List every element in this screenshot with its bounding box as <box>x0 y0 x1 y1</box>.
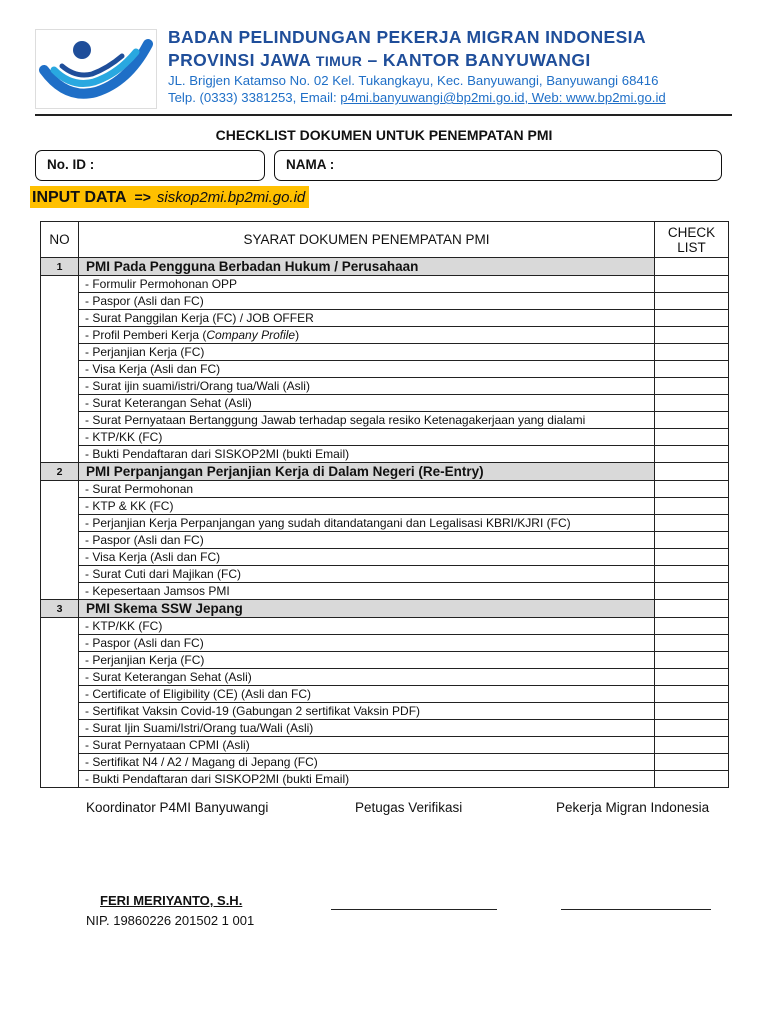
document-requirement: - Visa Kerja (Asli dan FC) <box>79 549 655 566</box>
row-number-cell <box>41 703 79 720</box>
checkbox-cell[interactable] <box>655 686 729 703</box>
row-number-cell <box>41 549 79 566</box>
logo <box>35 29 157 109</box>
document-requirement: - Visa Kerja (Asli dan FC) <box>79 361 655 378</box>
contact-phone: Telp. (0333) 3381253, Email: <box>168 90 341 105</box>
row-number-cell <box>41 566 79 583</box>
row-number-cell <box>41 481 79 498</box>
section-title: PMI Perpanjangan Perjanjian Kerja di Dalam Negeri (Re-Entry) <box>79 463 655 481</box>
checkbox-cell[interactable] <box>655 378 729 395</box>
section-number: 3 <box>41 600 79 618</box>
document-requirement: - Surat Keterangan Sehat (Asli) <box>79 395 655 412</box>
org-province-c: – KANTOR BANYUWANGI <box>362 50 591 70</box>
table-row <box>41 669 729 686</box>
header-no: NO <box>41 222 79 258</box>
table-row <box>41 429 729 446</box>
table-row <box>41 703 729 720</box>
id-field[interactable] <box>35 150 265 181</box>
section-row <box>41 463 729 481</box>
document-requirement: - Certificate of Eligibility (CE) (Asli dan FC) <box>79 686 655 703</box>
document-requirement: - Surat Ijin Suami/Istri/Orang tua/Wali (Asli) <box>79 720 655 737</box>
checkbox-cell[interactable] <box>655 583 729 600</box>
section-title: PMI Skema SSW Jepang <box>79 600 655 618</box>
row-number-cell <box>41 720 79 737</box>
document-requirement: - Surat Cuti dari Majikan (FC) <box>79 566 655 583</box>
section-number: 1 <box>41 258 79 276</box>
checkbox-cell[interactable] <box>655 515 729 532</box>
checkbox-cell[interactable] <box>655 652 729 669</box>
table-row <box>41 566 729 583</box>
checkbox-cell[interactable] <box>655 429 729 446</box>
row-number-cell <box>41 361 79 378</box>
table-row <box>41 498 729 515</box>
document-requirement: - Surat Pernyataan CPMI (Asli) <box>79 737 655 754</box>
checkbox-cell[interactable] <box>655 498 729 515</box>
table-row <box>41 293 729 310</box>
input-data-arrow: => <box>134 189 151 205</box>
document-requirement: - KTP/KK (FC) <box>79 618 655 635</box>
table-row <box>41 635 729 652</box>
section-title: PMI Pada Pengguna Berbadan Hukum / Perusahaan <box>79 258 655 276</box>
row-number-cell <box>41 618 79 635</box>
signature-role-coordinator: Koordinator P4MI Banyuwangi <box>86 800 269 815</box>
input-data-url[interactable]: siskop2mi.bp2mi.go.id <box>156 189 306 206</box>
signature-nip-coordinator: NIP. 19860226 201502 1 001 <box>86 913 255 928</box>
table-row <box>41 446 729 463</box>
table-row <box>41 412 729 429</box>
header-check: CHECK LIST <box>655 222 729 258</box>
checkbox-cell[interactable] <box>655 771 729 788</box>
document-requirement: - Sertifikat Vaksin Covid-19 (Gabungan 2 sertifikat Vaksin PDF) <box>79 703 655 720</box>
checkbox-cell[interactable] <box>655 669 729 686</box>
checkbox-cell[interactable] <box>655 344 729 361</box>
row-number-cell <box>41 395 79 412</box>
table-row <box>41 771 729 788</box>
document-requirement: - Formulir Permohonan OPP <box>79 276 655 293</box>
org-province <box>168 50 591 71</box>
org-name: BADAN PELINDUNGAN PEKERJA MIGRAN INDONESIA <box>168 27 646 47</box>
section-row <box>41 258 729 276</box>
signature-role-verifier: Petugas Verifikasi <box>355 800 463 815</box>
row-number-cell <box>41 771 79 788</box>
contact-web: , Web: www.bp2mi.go.id <box>524 90 666 105</box>
table-row <box>41 754 729 771</box>
contact-email-link[interactable]: p4mi.banyuwangi@bp2mi.go.id <box>340 90 525 105</box>
section-checkbox-cell[interactable] <box>655 600 729 618</box>
row-number-cell <box>41 532 79 549</box>
row-number-cell <box>41 669 79 686</box>
row-number-cell <box>41 276 79 293</box>
document-requirement: - Paspor (Asli dan FC) <box>79 635 655 652</box>
table-row <box>41 378 729 395</box>
document-requirement: - KTP & KK (FC) <box>79 498 655 515</box>
row-number-cell <box>41 344 79 361</box>
row-number-cell <box>41 515 79 532</box>
row-number-cell <box>41 652 79 669</box>
table-row <box>41 583 729 600</box>
checkbox-cell[interactable] <box>655 532 729 549</box>
row-number-cell <box>41 446 79 463</box>
table-row <box>41 686 729 703</box>
table-row <box>41 327 729 344</box>
row-number-cell <box>41 327 79 344</box>
row-number-cell <box>41 686 79 703</box>
org-province-b: TIMUR <box>315 53 363 69</box>
table-row <box>41 395 729 412</box>
table-row <box>41 532 729 549</box>
document-requirement: - Sertifikat N4 / A2 / Magang di Jepang (FC) <box>79 754 655 771</box>
row-number-cell <box>41 737 79 754</box>
checkbox-cell[interactable] <box>655 481 729 498</box>
document-requirement: - Perjanjian Kerja (FC) <box>79 652 655 669</box>
table-row <box>41 481 729 498</box>
checkbox-cell[interactable] <box>655 395 729 412</box>
row-number-cell <box>41 293 79 310</box>
document-title: CHECKLIST DOKUMEN UNTUK PENEMPATAN PMI <box>215 127 553 143</box>
document-requirement: - Paspor (Asli dan FC) <box>79 532 655 549</box>
row-number-cell <box>41 429 79 446</box>
table-row <box>41 618 729 635</box>
checkbox-cell[interactable] <box>655 549 729 566</box>
table-row <box>41 652 729 669</box>
row-number-cell <box>41 635 79 652</box>
checklist-body <box>41 258 729 788</box>
document-requirement: - Kepesertaan Jamsos PMI <box>79 583 655 600</box>
checkbox-cell[interactable] <box>655 703 729 720</box>
document-requirement: - Profil Pemberi Kerja (Company Profile) <box>79 327 655 344</box>
checkbox-cell[interactable] <box>655 446 729 463</box>
input-data-label: INPUT DATA <box>32 189 127 206</box>
row-number-cell <box>41 583 79 600</box>
document-requirement: - Surat ijin suami/istri/Orang tua/Wali (Asli) <box>79 378 655 395</box>
document-requirement: - Bukti Pendaftaran dari SISKOP2MI (bukti Email) <box>79 771 655 788</box>
table-row <box>41 361 729 378</box>
signature-line-worker[interactable] <box>561 909 711 910</box>
table-row <box>41 737 729 754</box>
checkbox-cell[interactable] <box>655 720 729 737</box>
input-data-banner <box>30 186 309 208</box>
checkbox-cell[interactable] <box>655 635 729 652</box>
checkbox-cell[interactable] <box>655 618 729 635</box>
document-requirement: - Surat Permohonan <box>79 481 655 498</box>
checkbox-cell[interactable] <box>655 737 729 754</box>
checkbox-cell[interactable] <box>655 276 729 293</box>
checklist-table <box>40 221 729 788</box>
bp2mi-logo-icon <box>36 30 156 108</box>
signature-line-verifier[interactable] <box>331 909 497 910</box>
checkbox-cell[interactable] <box>655 293 729 310</box>
section-checkbox-cell[interactable] <box>655 463 729 481</box>
table-row <box>41 344 729 361</box>
row-number-cell <box>41 754 79 771</box>
document-requirement: - Bukti Pendaftaran dari SISKOP2MI (bukti Email) <box>79 446 655 463</box>
section-checkbox-cell[interactable] <box>655 258 729 276</box>
table-row <box>41 276 729 293</box>
org-address: JL. Brigjen Katamso No. 02 Kel. Tukangkayu, Kec. Banyuwangi, Banyuwangi 68416 <box>168 73 659 88</box>
header-divider <box>35 114 732 116</box>
section-row <box>41 600 729 618</box>
table-row <box>41 720 729 737</box>
document-requirement: - Surat Pernyataan Bertanggung Jawab terhadap segala resiko Ketenagakerjaan yang dialami <box>79 412 655 429</box>
table-header-row <box>41 222 729 258</box>
table-row <box>41 549 729 566</box>
document-requirement: - Perjanjian Kerja (FC) <box>79 344 655 361</box>
checkbox-cell[interactable] <box>655 310 729 327</box>
table-row <box>41 515 729 532</box>
nama-field[interactable] <box>274 150 722 181</box>
document-requirement: - Paspor (Asli dan FC) <box>79 293 655 310</box>
row-number-cell <box>41 310 79 327</box>
section-number: 2 <box>41 463 79 481</box>
signature-name-coordinator: FERI MERIYANTO, S.H. <box>100 893 243 908</box>
checkbox-cell[interactable] <box>655 754 729 771</box>
org-contact <box>168 90 666 105</box>
row-number-cell <box>41 378 79 395</box>
checkbox-cell[interactable] <box>655 361 729 378</box>
id-field-label: No. ID : <box>47 157 95 172</box>
row-number-cell <box>41 412 79 429</box>
document-requirement: - Perjanjian Kerja Perpanjangan yang sudah ditandatangani dan Legalisasi KBRI/KJRI (FC) <box>79 515 655 532</box>
checkbox-cell[interactable] <box>655 566 729 583</box>
row-number-cell <box>41 498 79 515</box>
document-requirement: - Surat Keterangan Sehat (Asli) <box>79 669 655 686</box>
checkbox-cell[interactable] <box>655 412 729 429</box>
header-syarat: SYARAT DOKUMEN PENEMPATAN PMI <box>79 222 655 258</box>
document-requirement: - Surat Panggilan Kerja (FC) / JOB OFFER <box>79 310 655 327</box>
document-requirement: - KTP/KK (FC) <box>79 429 655 446</box>
org-province-a: PROVINSI JAWA <box>168 50 316 70</box>
signature-role-worker: Pekerja Migran Indonesia <box>556 800 710 815</box>
nama-field-label: NAMA : <box>286 157 335 172</box>
checkbox-cell[interactable] <box>655 327 729 344</box>
table-row <box>41 310 729 327</box>
